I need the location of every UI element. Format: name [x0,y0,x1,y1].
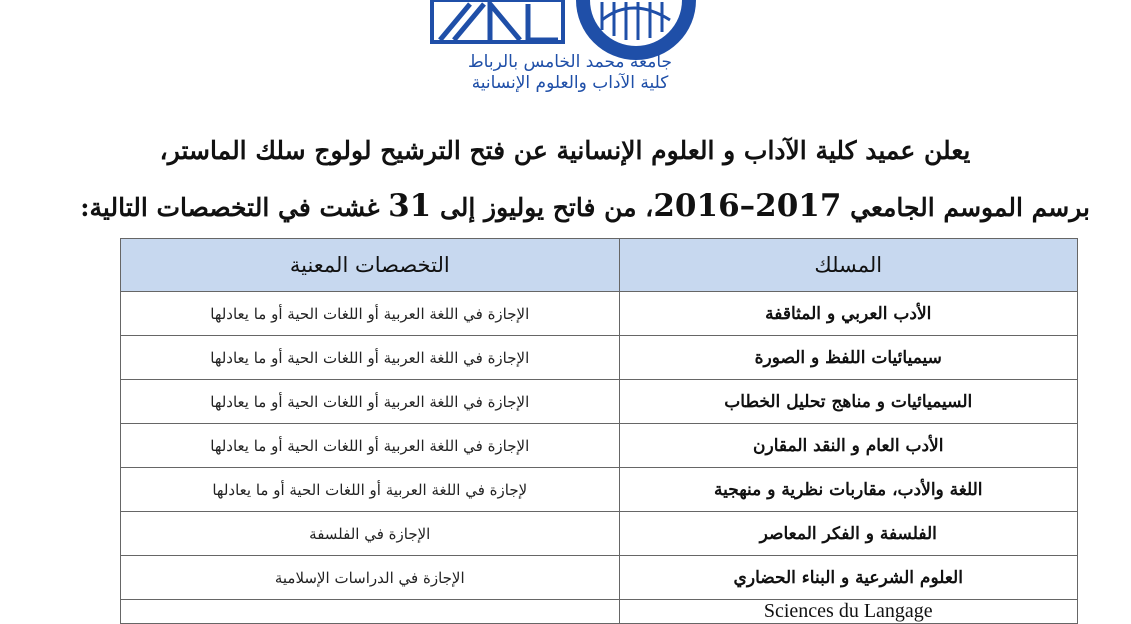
table-row [121,336,1078,380]
announcement-text: ، من فاتح يوليوز إلى [431,193,654,222]
track-cell: الأدب العربي و المثاقفة [619,292,1077,336]
faculty-name: كلية الآداب والعلوم الإنسانية [471,73,669,93]
specialization-cell: الإجازة في اللغة العربية أو اللغات الحية أو ما يعادلها [121,292,620,336]
university-seal [572,0,700,48]
table-row [121,556,1078,600]
university-name: جامعة محمد الخامس بالرباط [467,52,673,72]
table-row [121,380,1078,424]
specialization-cell: الإجازة في اللغة العربية أو اللغات الحية أو ما يعادلها [121,336,620,380]
table-header-row [121,239,1078,292]
deadline-day: 31 [388,188,432,224]
page-header [0,0,1131,110]
table-row [121,512,1078,556]
announcement-line-1: يعلن عميد كلية الآداب و العلوم الإنسانية عن فتح الترشيح لولوج سلك الماستر، [159,136,971,165]
programs-table [120,238,1078,624]
announcement-text: غشت في التخصصات التالية: [80,193,389,222]
track-cell: العلوم الشرعية و البناء الحضاري [619,556,1077,600]
specialization-cell [121,600,620,624]
announcement-text: برسم الموسم الجامعي [841,193,1090,222]
specialization-cell: الإجازة في الفلسفة [121,512,620,556]
track-cell: السيميائيات و مناهج تحليل الخطاب [619,380,1077,424]
academic-year: 2016–2017 [653,188,842,224]
specialization-cell: الإجازة في الدراسات الإسلامية [121,556,620,600]
announcement-line-2 [70,188,1090,226]
column-header-track: المسلك [619,239,1077,292]
specialization-cell: الإجازة في اللغة العربية أو اللغات الحية أو ما يعادلها [121,424,620,468]
table-row [121,292,1078,336]
track-cell: سيميائيات اللفظ و الصورة [619,336,1077,380]
table-row [121,468,1078,512]
specialization-cell: الإجازة في اللغة العربية أو اللغات الحية أو ما يعادلها [121,380,620,424]
table-row [121,600,1078,624]
column-header-specialization: التخصصات المعنية [121,239,620,292]
track-cell: الأدب العام و النقد المقارن [619,424,1077,468]
table-row [121,424,1078,468]
specialization-cell: لإجازة في اللغة العربية أو اللغات الحية أو ما يعادلها [121,468,620,512]
track-label: Sciences du Langage [763,600,933,622]
faculty-logo [430,0,565,44]
track-cell: الفلسفة و الفكر المعاصر [619,512,1077,556]
track-cell: اللغة والأدب، مقاربات نظرية و منهجية [619,468,1077,512]
programs-table-container [120,238,1078,622]
track-cell [619,600,1077,624]
